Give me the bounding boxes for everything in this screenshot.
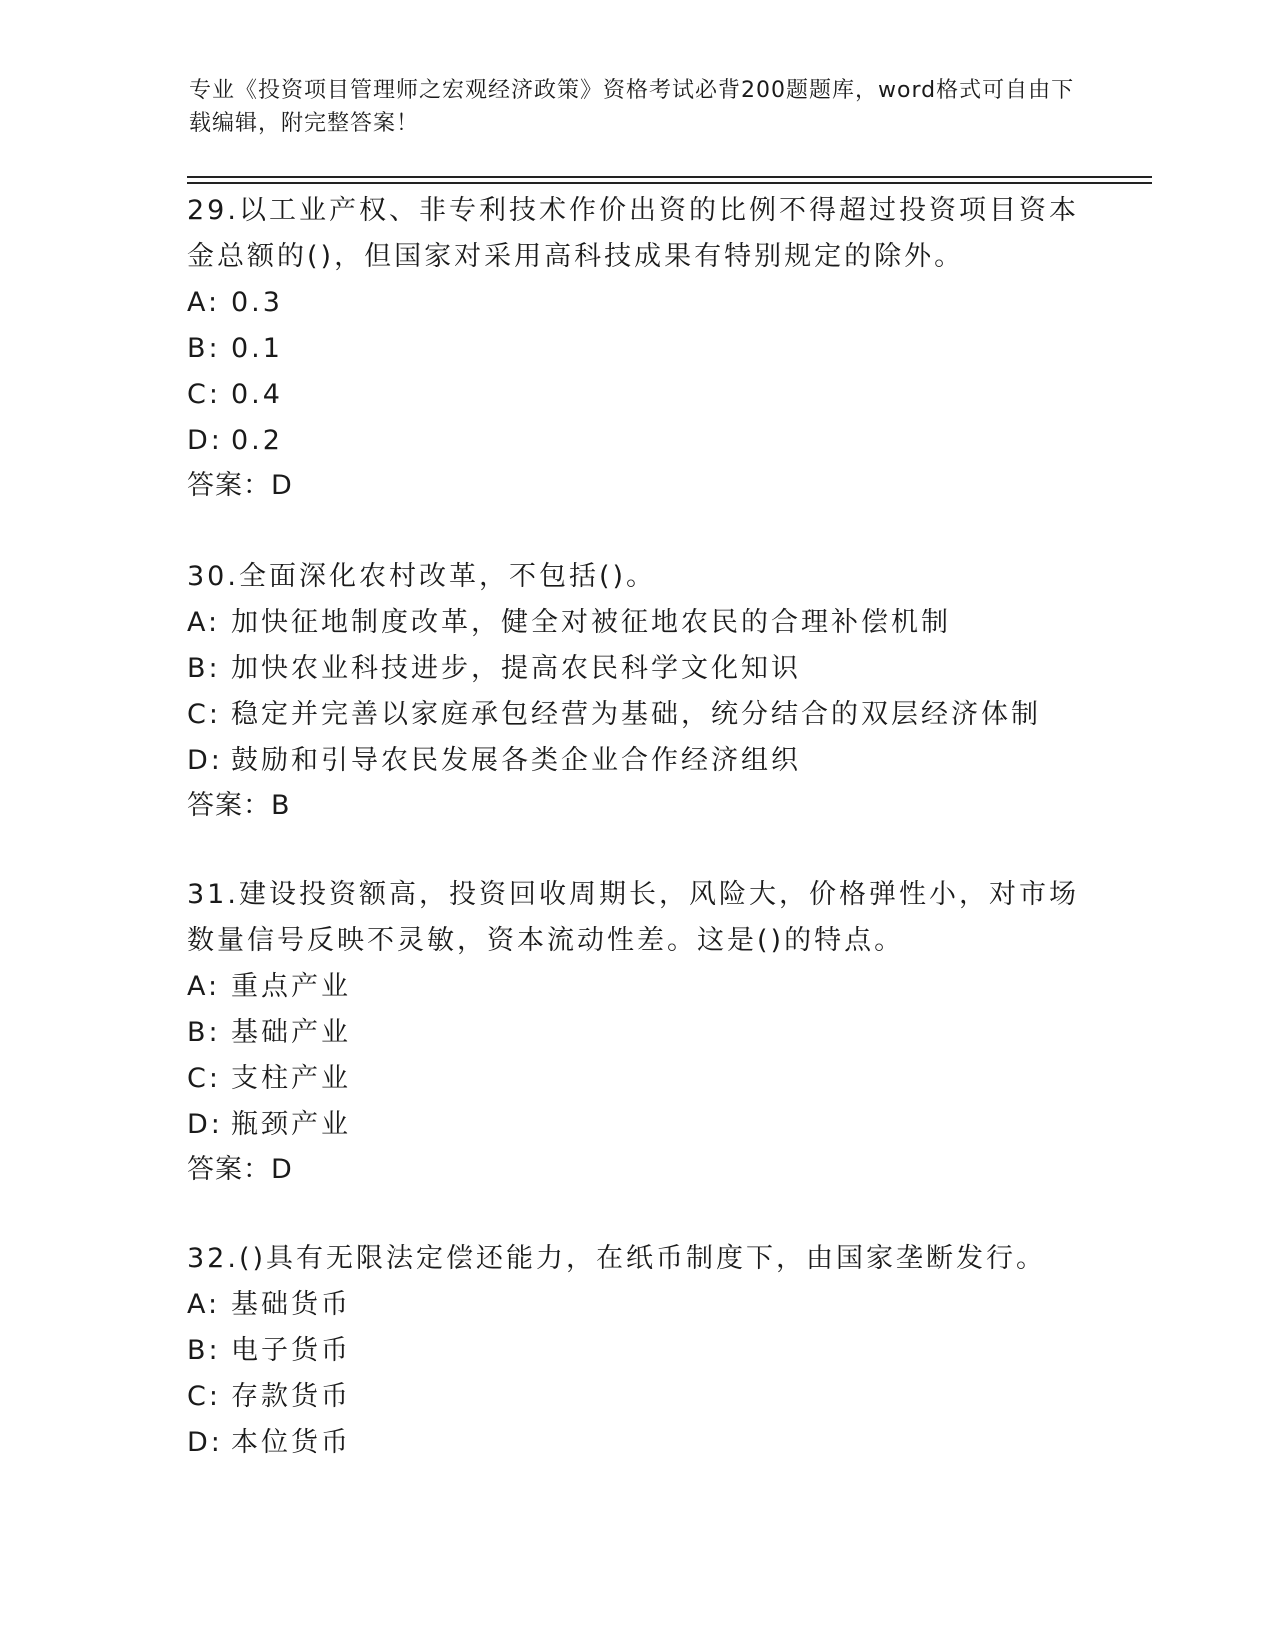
option-text: 瓶颈产业 — [231, 1109, 351, 1140]
option-letter: C: — [187, 1381, 221, 1412]
question-29 — [187, 188, 1087, 508]
option-letter: D: — [187, 425, 223, 456]
option-text: 0.1 — [231, 333, 283, 364]
option-letter: D: — [187, 1109, 223, 1140]
question-stem: 31.建设投资额高，投资回收周期长，风险大，价格弹性小，对市场数量信号反映不灵敏，资本流动性差。这是()的特点。 — [187, 879, 1079, 956]
option-b — [187, 1328, 1087, 1374]
option-c — [187, 1374, 1087, 1420]
answer-line: 答案：D — [187, 1154, 293, 1185]
option-letter: A: — [187, 971, 221, 1002]
header-rule-top — [187, 176, 1152, 178]
answer-line: 答案：D — [187, 470, 293, 501]
option-letter: B: — [187, 1017, 221, 1048]
question-stem: 30.全面深化农村改革，不包括()。 — [187, 561, 657, 592]
option-a — [187, 964, 1087, 1010]
option-text: 加快农业科技进步，提高农民科学文化知识 — [231, 653, 801, 684]
option-letter: A: — [187, 287, 221, 318]
option-d — [187, 1420, 1087, 1466]
option-a — [187, 600, 1087, 646]
option-text: 0.4 — [231, 379, 283, 410]
option-letter: B: — [187, 653, 221, 684]
option-d — [187, 1102, 1087, 1148]
option-text: 基础货币 — [231, 1289, 351, 1320]
document-header: 专业《投资项目管理师之宏观经济政策》资格考试必背200题题库，word格式可自由下载编辑，附完整答案！ — [189, 78, 1075, 136]
option-letter: C: — [187, 1063, 221, 1094]
option-text: 0.3 — [231, 287, 283, 318]
option-letter: B: — [187, 1335, 221, 1366]
option-b — [187, 646, 1087, 692]
option-text: 重点产业 — [231, 971, 351, 1002]
option-text: 鼓励和引导农民发展各类企业合作经济组织 — [231, 745, 801, 776]
question-31 — [187, 872, 1087, 1192]
option-c — [187, 372, 1087, 418]
option-c — [187, 692, 1087, 738]
option-c — [187, 1056, 1087, 1102]
option-text: 稳定并完善以家庭承包经营为基础，统分结合的双层经济体制 — [231, 699, 1041, 730]
option-text: 电子货币 — [231, 1335, 351, 1366]
option-text: 加快征地制度改革，健全对被征地农民的合理补偿机制 — [231, 607, 951, 638]
option-letter: D: — [187, 745, 223, 776]
option-letter: C: — [187, 699, 221, 730]
option-letter: B: — [187, 333, 221, 364]
header-rule-bottom — [187, 182, 1152, 184]
answer-line: 答案：B — [187, 790, 291, 821]
question-stem: 32.()具有无限法定偿还能力，在纸币制度下，由国家垄断发行。 — [187, 1243, 1047, 1274]
option-letter: A: — [187, 607, 221, 638]
option-letter: C: — [187, 379, 221, 410]
option-a — [187, 280, 1087, 326]
option-text: 基础产业 — [231, 1017, 351, 1048]
option-text: 0.2 — [231, 425, 283, 456]
option-b — [187, 326, 1087, 372]
question-30 — [187, 554, 1087, 828]
option-a — [187, 1282, 1087, 1328]
option-letter: D: — [187, 1427, 223, 1458]
option-text: 存款货币 — [231, 1381, 351, 1412]
question-stem: 29.以工业产权、非专利技术作价出资的比例不得超过投资项目资本金总额的()，但国家对采用高科技成果有特别规定的除外。 — [187, 195, 1079, 272]
option-b — [187, 1010, 1087, 1056]
option-text: 支柱产业 — [231, 1063, 351, 1094]
question-32 — [187, 1236, 1087, 1466]
option-d — [187, 418, 1087, 464]
option-text: 本位货币 — [231, 1427, 351, 1458]
option-letter: A: — [187, 1289, 221, 1320]
option-d — [187, 738, 1087, 784]
